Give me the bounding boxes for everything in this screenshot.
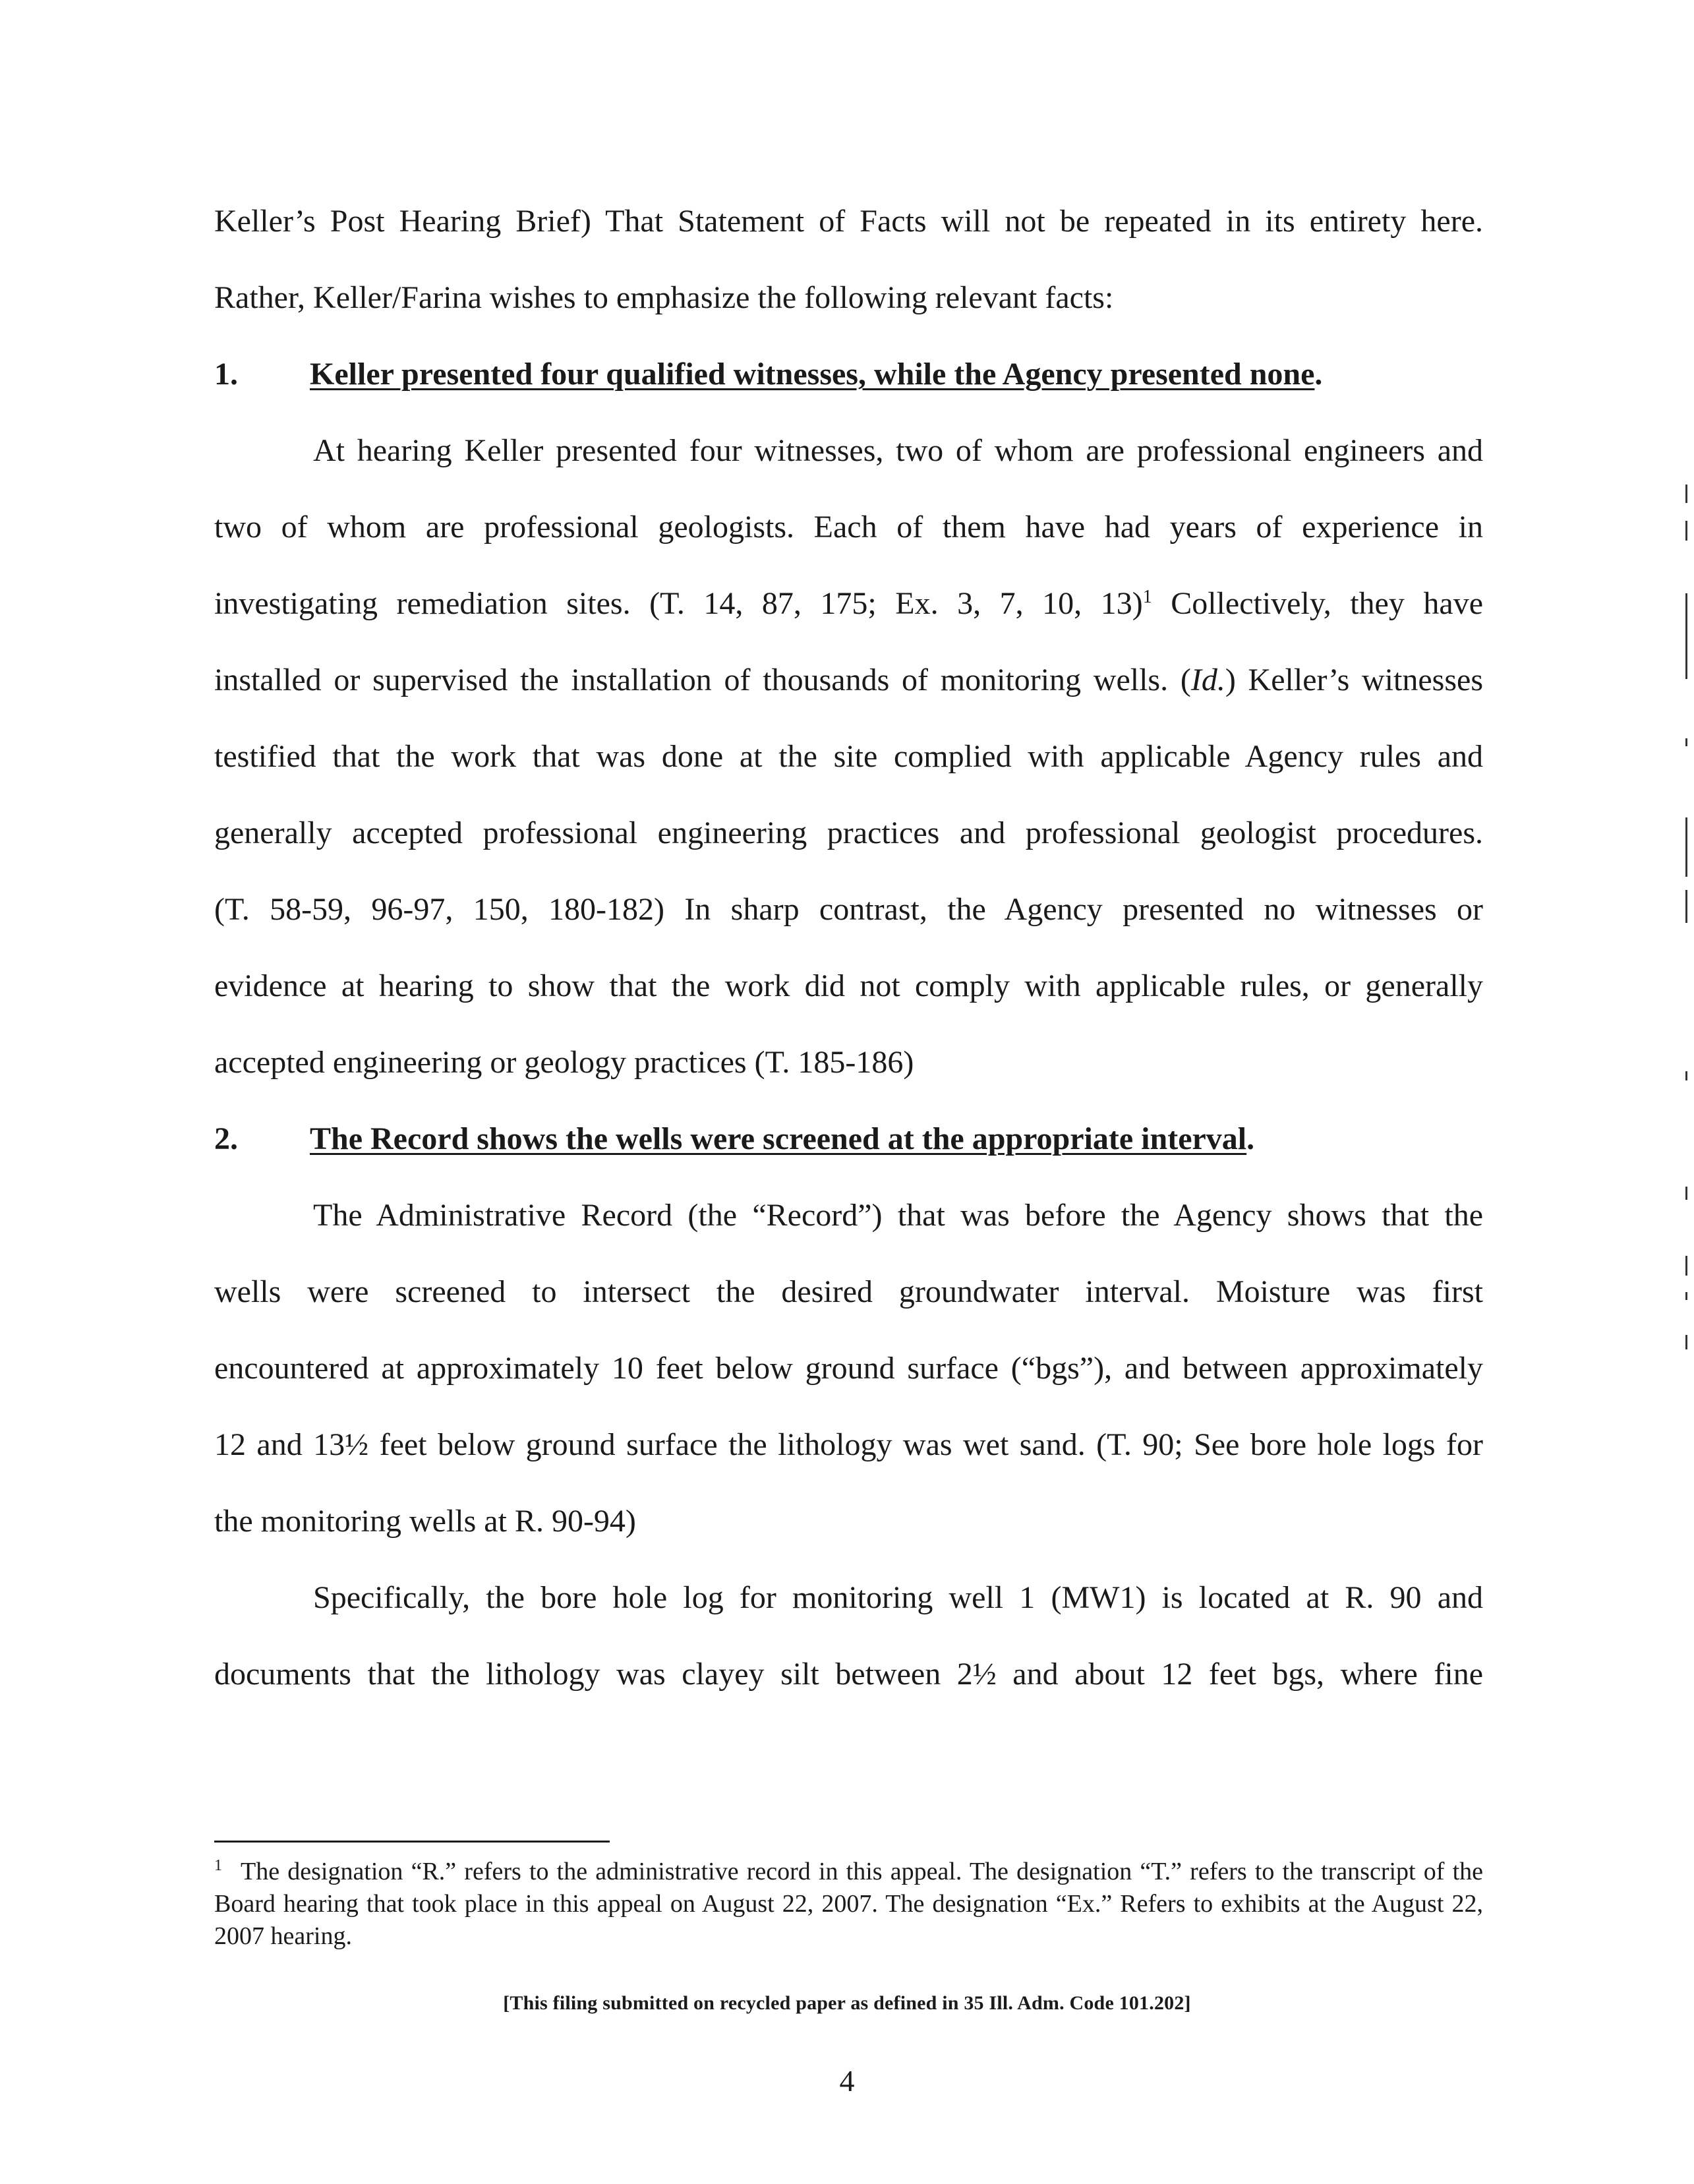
margin-scan-marks bbox=[1684, 0, 1691, 2184]
body-line: testified that the work that was done at the site complied with applicable Agency rules and bbox=[214, 739, 1483, 774]
scan-mark bbox=[1685, 890, 1687, 923]
body-line: Specifically, the bore hole log for monitoring well 1 (MW1) is located at R. 90 and bbox=[313, 1580, 1483, 1615]
body-line: Keller’s Post Hearing Brief) That Statement of Facts will not be repeated in its entirety here. bbox=[214, 204, 1483, 239]
body-line: (T. 58-59, 96-97, 150, 180-182) In sharp contrast, the Agency presented no witnesses or bbox=[214, 892, 1483, 927]
scan-mark bbox=[1685, 1187, 1687, 1200]
id-citation: Id. bbox=[1190, 663, 1225, 697]
body-line: wells were screened to intersect the desired groundwater interval. Moisture was first bbox=[214, 1274, 1483, 1309]
scan-mark bbox=[1685, 1256, 1687, 1276]
section-number: 1. bbox=[214, 357, 238, 392]
body-line: 12 and 13½ feet below ground surface the lithology was wet sand. (T. 90; See bore hole logs for bbox=[214, 1427, 1483, 1462]
body-line: installed or supervised the installation of thousands of monitoring wells. (Id.) Keller’s witnesses bbox=[214, 663, 1483, 697]
section-title: The Record shows the wells were screened at the appropriate interval. bbox=[310, 1121, 1255, 1156]
footnote bbox=[214, 1856, 1483, 1953]
recycled-paper-notice: [This filing submitted on recycled paper as defined in 35 Ill. Adm. Code 101.202] bbox=[503, 1992, 1191, 2014]
section-heading-2 bbox=[214, 1101, 1483, 1177]
body-line: two of whom are professional geologists. Each of them have had years of experience in bbox=[214, 510, 1483, 545]
scan-mark bbox=[1685, 1292, 1687, 1300]
body-line: accepted engineering or geology practices (T. 185-186) bbox=[214, 1045, 914, 1080]
scan-mark bbox=[1685, 485, 1687, 503]
body-line: evidence at hearing to show that the work did not comply with applicable rules, or generally bbox=[214, 968, 1483, 1003]
footnote-text: The designation “R.” refers to the administrative record in this appeal. The designation “T.” refers to the transcript of the Board hearing that took place in this appeal on August 22, 2007. The designation “Ex.” Refers to exhibits at the August 22, 2007 hearing. bbox=[214, 1858, 1483, 1950]
footnote-marker: 1 bbox=[214, 1857, 222, 1875]
body-line: the monitoring wells at R. 90-94) bbox=[214, 1504, 636, 1539]
body-line-with-footnote-ref: investigating remediation sites. (T. 14, 87, 175; Ex. 3, 7, 10, 13)$^1$ Collectively, they have bbox=[214, 586, 1483, 621]
body-text bbox=[214, 183, 1483, 1713]
body-line: generally accepted professional engineering practices and professional geologist procedures. bbox=[214, 815, 1483, 850]
body-line: Rather, Keller/Farina wishes to emphasize the following relevant facts: bbox=[214, 280, 1114, 315]
scan-mark bbox=[1685, 593, 1687, 679]
body-line: encountered at approximately 10 feet below ground surface (“bgs”), and between approximately bbox=[214, 1351, 1483, 1386]
scan-mark bbox=[1685, 738, 1687, 746]
section-number: 2. bbox=[214, 1121, 238, 1156]
section-title: Keller presented four qualified witnesses, while the Agency presented none. bbox=[310, 357, 1323, 392]
body-line: The Administrative Record (the “Record”) that was before the Agency shows that the bbox=[313, 1198, 1483, 1233]
scan-mark bbox=[1685, 521, 1687, 541]
scan-mark bbox=[1685, 817, 1687, 877]
page-number: 4 bbox=[839, 2064, 855, 2098]
footnote-reference: 1 bbox=[1142, 587, 1152, 607]
scan-mark bbox=[1685, 1071, 1687, 1080]
body-line: documents that the lithology was clayey silt between 2½ and about 12 feet bgs, where fine bbox=[214, 1657, 1483, 1692]
section-heading-1 bbox=[214, 336, 1483, 413]
footnote-divider bbox=[214, 1841, 610, 1843]
scan-mark bbox=[1685, 1335, 1687, 1349]
body-line: At hearing Keller presented four witnesses, two of whom are professional engineers and bbox=[313, 433, 1483, 468]
